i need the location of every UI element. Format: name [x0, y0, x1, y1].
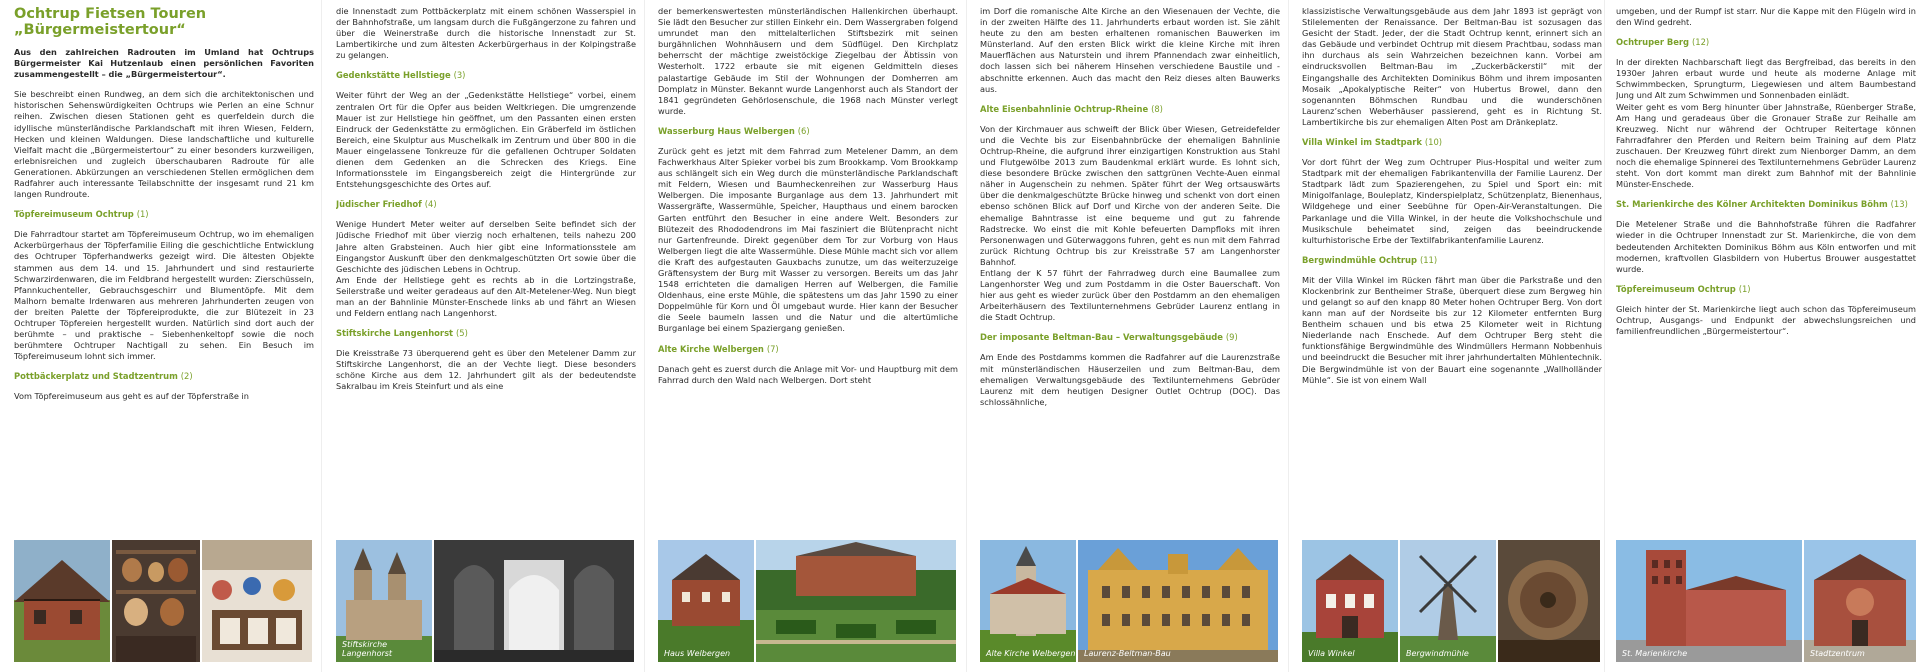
- section-heading-13: [1616, 199, 1916, 210]
- section-text-1: Die Fahrradtour startet am Töpfereimuseum Ochtrup, wo im ehemaligen Ackerbürgerhaus der Töpferfamilie Eiling die geschichtliche Entwicklung des Ochtruper Töpferhandwerks gezeigt wird. Die ältesten Objekte stammen aus dem 14. und 15. Jahrhundert und sind restaurierte Schwarzirdenwaren, die im Feldbrand hergestellt wurden: Zierschüsseln, Pfannkuchenteller, Gebrauchsgeschirr und Blumentöpfe. Mit dem Malhorn bemalte Irdenwaren aus mehreren Jahrhunderten zeugen von der breiten Palette der Töpfereiprodukte, die zur Blütezeit in 23 Ochtruper Töpfereien hergestellt wurden. Natürlich sind dort auch der berühmte – und praktische – Siebenhenkeltopf sowie die noch berühmtere Ochtruper Nachtigall zu sehen. Ein Besuch im Töpfereimuseum lohnt sich immer.: [14, 229, 314, 362]
- section-number: (7): [766, 343, 779, 354]
- photo-alte-kirche: [980, 540, 1076, 662]
- photo-bergwindmuehle: [1400, 540, 1496, 662]
- section-number: (5): [455, 328, 468, 339]
- column-3-photos: [658, 540, 958, 662]
- section-title: Ochtruper Berg: [1616, 37, 1690, 48]
- column-3: [658, 0, 958, 672]
- section-text-4: Wenige Hundert Meter weiter auf derselben Seite befindet sich der Jüdische Friedhof mit über vierzig noch erhaltenen, teils nahezu 200 Jahre alten Grabsteinen. Auch hier gibt eine Informationsstele am Eingangstor Auskunft über den denkmalgeschützten Ort sowie über die Geschichte des jüdischen Lebens in Ochtrup. Am Ende der Hellstiege geht es rechts ab in die Lortzingstraße, Seilerstraße und weiter geradeaus auf den Alt-Metelener-Weg. Nun biegt man an der Bahnlinie Münster-Enschede links ab und fährt an Wiesen und Feldern entlang nach Langenhorst.: [336, 219, 636, 319]
- section-text-13: Die Metelener Straße und die Bahnhofstraße führen die Radfahrer wieder in die Ochtruper Innenstadt zur St. Marienkirche, die von dem bedeutenden Architekten Dominikus Böhm aus Köln entworfen und mit modernen, kraftvollen Glasbildern von Hubertus Brouwer ausgestattet wurde.: [1616, 219, 1916, 274]
- column-4-photos: [980, 540, 1280, 662]
- section-heading-9: [980, 332, 1280, 343]
- section-text-9: Am Ende des Postdamms kommen die Radfahrer auf die Laurenzstraße mit münsterländischen Häuserzeilen und zum Beltman-Bau, dem ehemaligen Verwaltungsgebäude des Textilunternehmens Gebrüder Laurenz mit dem heutigen Designer Outlet Ochtrup (DOC). Das schlossähnliche,: [980, 352, 1280, 407]
- photo-stiftskirche-interior: [434, 540, 634, 662]
- intro-paragraph: Sie beschreibt einen Rundweg, an dem sich die architektonischen und historischen Sehenswürdigkeiten Ochtrups wie Perlen an eine Schnur reihen. Zwischen diesen Stationen geht es querfeldein durch die idyllische münsterländische Parklandschaft mit ihren Wiesen, Feldern, Hecken und kleinen Waldungen. Diese landschaftliche und kulturelle Vielfalt macht die „Bürgermeistertour“ zu einer besonders kurzweiligen, erlebnisreichen und zugleich überschaubaren Radroute für alle Generationen. Abkürzungen an verschiedenen Stellen ermöglichen dem Radfahrer auch interessante Teilabschnitte der insgesamt rund 21 km langen Rundroute.: [14, 89, 314, 200]
- photo-pottery-interior: [202, 540, 312, 662]
- section-text-7: Danach geht es zuerst durch die Anlage mit Vor- und Hauptburg mit dem Fahrrad durch den Wald nach Welbergen. Dort steht: [658, 363, 958, 385]
- section-title: Alte Kirche Welbergen: [658, 343, 764, 354]
- column-4: [980, 0, 1280, 672]
- section-text-14: Gleich hinter der St. Marienkirche liegt auch schon das Töpfereimuseum Ochtrup, Ausgangs- und Endpunkt der abwechslungsreichen und familienfreundlichen „Bürgermeistertour“.: [1616, 303, 1916, 336]
- column-6-photos: [1616, 540, 1916, 662]
- column-5: [1302, 0, 1602, 672]
- section-heading-4: [336, 199, 636, 210]
- photo-stiftskirche-exterior: [336, 540, 432, 662]
- paragraph: klassizistische Verwaltungsgebäude aus dem Jahr 1893 ist geprägt von Stilelementen der Renaissance. Der Beltman-Bau ist sozusagen das Gesicht der Stadt. Jeder, der die Stadt Ochtrup kennt, erinnert sich an das Gebäude und verbindet Ochtrup mit diesem Prachtbau, sodass man ihn durchaus als sein Wahrzeichen bezeichnen kann. Vorbei am eindrucksvollen Beltman-Bau im „Zuckerbäckerstil“ mit der Eingangshalle des Architekten Dominikus Böhm und ihrem imposanten Mosaik „Apokalyptische Reiter“ von Hubertus Browel, dann den sogenannten Böhmschen Rundbau und die wunderschönen Laurenz’schen Weberhäuser passierend, geht es in Richtung St. Lambertikirche bis zur ehemaligen Alten Post am Dränkeplatz.: [1302, 6, 1602, 127]
- section-title: Bergwindmühle Ochtrup: [1302, 254, 1418, 265]
- section-heading-12: [1616, 37, 1916, 48]
- photo-caption: Stiftskirche Langenhorst: [342, 640, 393, 658]
- paragraph: die Innenstadt zum Pottbäckerplatz mit einem schönen Wasserspiel in der Bahnhofstraße, um langsam durch die Fußgängerzone zu fahren und über die Weinerstraße durch die historische Innenstadt zur St. Lambertikirche und zum ältesten Ackerbürgerhaus in der Kolpingstraße zu gelangen.: [336, 6, 636, 61]
- section-text-5: Die Kreisstraße 73 überquerend geht es über den Metelener Damm zur Stiftskirche Langenhorst, die an der Vechte liegt. Diese besonders schöne Kirche aus dem 12. Jahrhundert gilt als der bedeutendste Sakralbau im Kreis Steinfurt und als eine: [336, 348, 636, 392]
- photo-caption: St. Marienkirche: [1622, 649, 1688, 658]
- section-title: Gedenkstätte Hellstiege: [336, 70, 451, 81]
- section-title: Töpfereimuseum Ochtrup: [14, 209, 134, 220]
- section-text-10: Vor dort führt der Weg zum Ochtruper Pius-Hospital und weiter zum Stadtpark mit der ehemaligen Fabrikantenvilla der Familie Laurenz. Der Stadtpark lädt zum Spazierengehen, zu Spiel und Sport ein: mit Minigolfanlage, Bouleplatz, Kinderspielplatz, Schützenplatz, Bienenhaus, Wildgehege und einer Seebühne für Open-Air-Veranstaltungen. Die Parkanlage und die Villa Winkel, in der heute die Volkshochschule und Musikschule beheimatet sind, zeigen das beeindruckende kulturhistorische Erbe der Textilfabrikantenfamilie Laurenz.: [1302, 157, 1602, 245]
- photo-pottery-house: [14, 540, 110, 662]
- photo-caption: Laurenz-Beltman-Bau: [1084, 649, 1171, 658]
- title-line-1: Ochtrup Fietsen Touren: [14, 6, 207, 22]
- section-title: Alte Eisenbahnlinie Ochtrup-Rheine: [980, 103, 1149, 114]
- fold-line: [966, 0, 967, 672]
- section-title: Wasserburg Haus Welbergen: [658, 125, 795, 136]
- paragraph: im Dorf die romanische Alte Kirche an den Wiesenauen der Vechte, die in der zweiten Hälfte des 11. Jahrhunderts erbaut worden ist. Sie zählt heute zu den am besten erhaltenen romanischen Bauwerken im Münsterland. Auf den ersten Blick wirkt die kleine Kirche mit ihren Mauerflächen aus Naturstein und ihrem Pfannendach zwar einheitlich, doch lassen sich bei näherem Hinsehen verschiedene Baustile und -abschnitte erkennen. Auch das macht den Reiz dieses alten Bauwerks aus.: [980, 6, 1280, 94]
- photo-caption: Stadtzentrum: [1810, 649, 1865, 658]
- section-text-8: Von der Kirchmauer aus schweift der Blick über Wiesen, Getreidefelder und die Vechte bis zur Eisenbahnbrücke der ehemaligen Bahnlinie Ochtrup-Rheine, die aufgrund ihrer einzigartigen Konstruktion aus Stahl und Flutgewölbe 2013 zum Baudenkmal erklärt wurde. Es lohnt sich, diese besondere Brücke zwischen den sattgrünen Vechte-Auen einmal näher in Augenschein zu nehmen. Später führt der Weg ortsauswärts über die denkmalgeschützte Brücke hinweg und schenkt von dort einen ebenso schönen Blick auf Dorf und Kirche von der anderen Seite. Die ehemalige Bahntrasse ist eine bequeme und gut zu fahrende Radstrecke. Wo einst die mit Kohle befeuerten Dampfloks mit ihren Personenwagen und Güterwaggons fuhren, geht es nun mit dem Fahrrad zurück Richtung Ochtrup bis zur Kreisstraße 57 am Langenhorster Bahnhof. Entlang der K 57 führt der Fahrradweg durch eine Baumallee zum Langenhorster Weg und zum Postdamm in die Oster Bauerschaft. Von hier aus geht es wieder zurück über den Postdamm an den ehemaligen Arbeiterhäusern des Textilunternehmens Gebrüder Laurenz entlang in die Stadt Ochtrup.: [980, 123, 1280, 323]
- section-title: Stiftskirche Langenhorst: [336, 328, 454, 339]
- section-text-6: Zurück geht es jetzt mit dem Fahrrad zum Metelener Damm, an dem Fachwerkhaus Alter Spieker vorbei bis zum Brookkamp. Vom Brookkamp aus schlängelt sich ein Weg durch die münsterländische Parklandschaft mit Feldern, Wiesen und Baumheckenreihen zur Wasserburg Haus Welbergen. Die imposante Burganlage aus dem 13. Jahrhundert mit Wassergräfte, Wassermühle, Speicher, Haupthaus und einem barocken Garten entführt den Besucher in eine andere Welt. Besonders zur Blütezeit des Rhododendrons im Mai fasziniert die Blütenpracht nicht nur Gartenfreunde. Direkt gegenüber dem Tor zur Vorburg von Haus Welbergen liegt die alte Wassermühle. Diese Mühle macht sich vor allem die Kraft des aufgestauten Gauxbachs zunutze, um das weiterzuzeige Gräftensystem der Burg mit Wasser zu versorgen. Bereits um das Jahr 1548 errichteten die damaligen Herren auf Welbergen, die Familie Oldenhaus, eine erste Mühle, die spätestens um das Jahr 1590 zu einer Doppelmühle für Korn und Öl umgebaut wurde. Hier kann der Besucher die Seele baumeln lassen und die Natur und die altertümliche Burganlage bei einem Spaziergang genießen.: [658, 145, 958, 334]
- section-title: Jüdischer Friedhof: [336, 199, 422, 210]
- fold-line: [1604, 0, 1605, 672]
- photo-caption: Villa Winkel: [1308, 649, 1355, 658]
- column-5-text: [1302, 6, 1602, 534]
- fold-line: [644, 0, 645, 672]
- photo-welbergen-garden: [756, 540, 956, 662]
- section-title: Pottbäckerplatz und Stadtzentrum: [14, 371, 178, 382]
- title-line-2: „Bürgermeistertour“: [14, 22, 186, 38]
- paragraph: umgeben, und der Rumpf ist starr. Nur die Kappe mit den Flügeln wird in den Wind gedreht.: [1616, 6, 1916, 28]
- fold-line: [321, 0, 322, 672]
- column-5-photos: [1302, 540, 1602, 662]
- section-heading-1: [14, 209, 314, 220]
- section-text-11: Mit der Villa Winkel im Rücken fährt man über die Parkstraße und den Klockenbrink zur Bentheimer Straße, überquert diese zum Bergweg hin und gelangt so auf den knapp 80 Meter hohen Ochtruper Berg. Von dort kann man auf der Nordseite bis zur 12 Kilometer entfernten Burg Bentheim schauen und bis etwa 25 Kilometer weit in Richtung Niederlande nach Enschede. Auf dem Ochtruper Berg steht die funktionsfähige Bergwindmühle des Windmüllers Hermann Nobbenhuis und beeindruckt die Besucher mit ihrer jahrhundertalten Mühlentechnik. Die Bergwindmühle ist von der Bauart eine sogenannte „Wallholländer Mühle“. Sie ist von einem Wall: [1302, 274, 1602, 385]
- column-2-text: [336, 6, 636, 534]
- section-number: (9): [1225, 332, 1238, 343]
- photo-beltman-bau: [1078, 540, 1278, 662]
- section-number: (8): [1151, 103, 1163, 114]
- section-number: (10): [1424, 137, 1443, 148]
- column-4-text: [980, 6, 1280, 534]
- photo-villa-winkel: [1302, 540, 1398, 662]
- column-1-text: [14, 6, 314, 534]
- section-number: (4): [424, 199, 437, 210]
- column-2-photos: [336, 540, 636, 662]
- section-number: (1): [1738, 283, 1751, 294]
- section-number: (13): [1890, 199, 1908, 210]
- brochure-title: [14, 6, 314, 38]
- section-number: (2): [180, 371, 193, 382]
- section-heading-3: [336, 70, 636, 81]
- section-title: Villa Winkel im Stadtpark: [1302, 137, 1422, 148]
- column-3-text: [658, 6, 958, 534]
- photo-caption: Bergwindmühle: [1406, 649, 1469, 658]
- section-number: (3): [453, 70, 466, 81]
- column-2: [336, 0, 636, 672]
- photo-caption: Alte Kirche Welbergen: [986, 649, 1076, 658]
- column-1-photos: [14, 540, 314, 662]
- photo-mill-gears: [1498, 540, 1600, 662]
- section-heading-2: [14, 371, 314, 382]
- section-heading-7: [658, 344, 958, 355]
- section-heading-14: [1616, 284, 1916, 295]
- column-6: [1616, 0, 1916, 672]
- section-text-3: Weiter führt der Weg an der „Gedenkstätte Hellstiege“ vorbei, einem zentralen Ort für die Opfer aus beiden Weltkriegen. Die umgrenzende Mauer ist zur Hellstiege hin geöffnet, um den Passanten einen ersten Eindruck der Gedenkstätte zu ermöglichen. Ein Gräberfeld im östlichen Bereich, eine Skulptur aus Muschelkalk im Zentrum und über 800 in die Mauer eingelassene Tonkreuze für die gefallenen Ochtruper Soldaten dienen dem Gedenken an die Schrecken des Kriegs. Eine Informationsstele im Eingangsbereich zeigt die Hintergründe zur Entstehungsgeschichte des Ortes auf.: [336, 90, 636, 190]
- photo-haus-welbergen: [658, 540, 754, 662]
- paragraph: der bemerkenswertesten münsterländischen Hallenkirchen überhaupt. Sie lädt den Besucher zur stillen Einkehr ein. Dem Wassergraben folgend umrundet man den mittelalterlichen Stiftsbezirk mit seinen burgähnlichen Wohnhäusern und dem Südflügel. Den Kirchplatz beherrscht der mächtige zweistöckige Ziegelbau der Äbtissin von Westerholt. 1722 erbaute sie mit eigenen Geldmitteln dieses palastartige Gebäude im Stil der Wohnungen der Domherren am Domplatz in Münster. Bekannt wurde Langenhorst auch als Standort der 1841 gegründeten Gehörlosenschule, die 1968 nach Münster verlegt wurde.: [658, 6, 958, 116]
- section-heading-5: [336, 328, 636, 339]
- column-1: [14, 0, 314, 672]
- section-title: Der imposante Beltman-Bau – Verwaltungsgebäude: [980, 332, 1223, 343]
- fold-line: [1288, 0, 1289, 672]
- section-title: Töpfereimuseum Ochtrup: [1616, 283, 1736, 294]
- section-number: (12): [1691, 37, 1710, 48]
- section-number: (11): [1419, 254, 1438, 265]
- section-title: St. Marienkirche des Kölner Architekten Dominikus Böhm: [1616, 199, 1888, 210]
- section-text-12: In der direkten Nachbarschaft liegt das Bergfreibad, das bereits in den 1930er Jahren erbaut wurde und heute als moderne Anlage mit Schwimmbecken, Sprungturm, Liegewiesen und altem Baumbestand Jung und Alt zum Schwimmen und Sonnenbaden einlädt. Weiter geht es vom Berg hinunter über Jahnstraße, Rüenberger Straße, Am Hang und geradeaus über die Gronauer Straße zur Reihalle am Kreuzweg. Nicht nur während der Ochtruper Reitertage können Fahrradfahrer den Pferden und Reitern beim Training auf dem Platz zuschauen. Der Kreuzweg führt direkt zum Nienborger Damm, an dem noch die ehemalige Spinnerei des Textilunternehmens Gebrüder Laurenz steht. Von dort kommt man direkt zum Bahnhof mit der Bahnlinie Münster-Enschede.: [1616, 57, 1916, 190]
- section-number: (6): [797, 125, 810, 136]
- section-heading-8: [980, 104, 1280, 115]
- photo-caption: Haus Welbergen: [664, 649, 731, 658]
- section-heading-11: [1302, 255, 1602, 266]
- section-text-2: Vom Töpfereimuseum aus geht es auf der Töpferstraße in: [14, 391, 249, 402]
- photo-pottery-collection: [112, 540, 200, 662]
- lead-paragraph: Aus den zahlreichen Radrouten im Umland hat Ochtrups Bürgermeister Kai Hutzenlaub einen persönlichen Favoriten zusammengestellt – die „Bürgermeistertour“.: [14, 47, 314, 80]
- photo-st-marienkirche: [1616, 540, 1802, 662]
- section-heading-10: [1302, 137, 1602, 148]
- column-6-text: [1616, 6, 1916, 534]
- section-heading-6: [658, 126, 958, 137]
- section-number: (1): [136, 209, 149, 220]
- photo-stadtzentrum: [1804, 540, 1916, 662]
